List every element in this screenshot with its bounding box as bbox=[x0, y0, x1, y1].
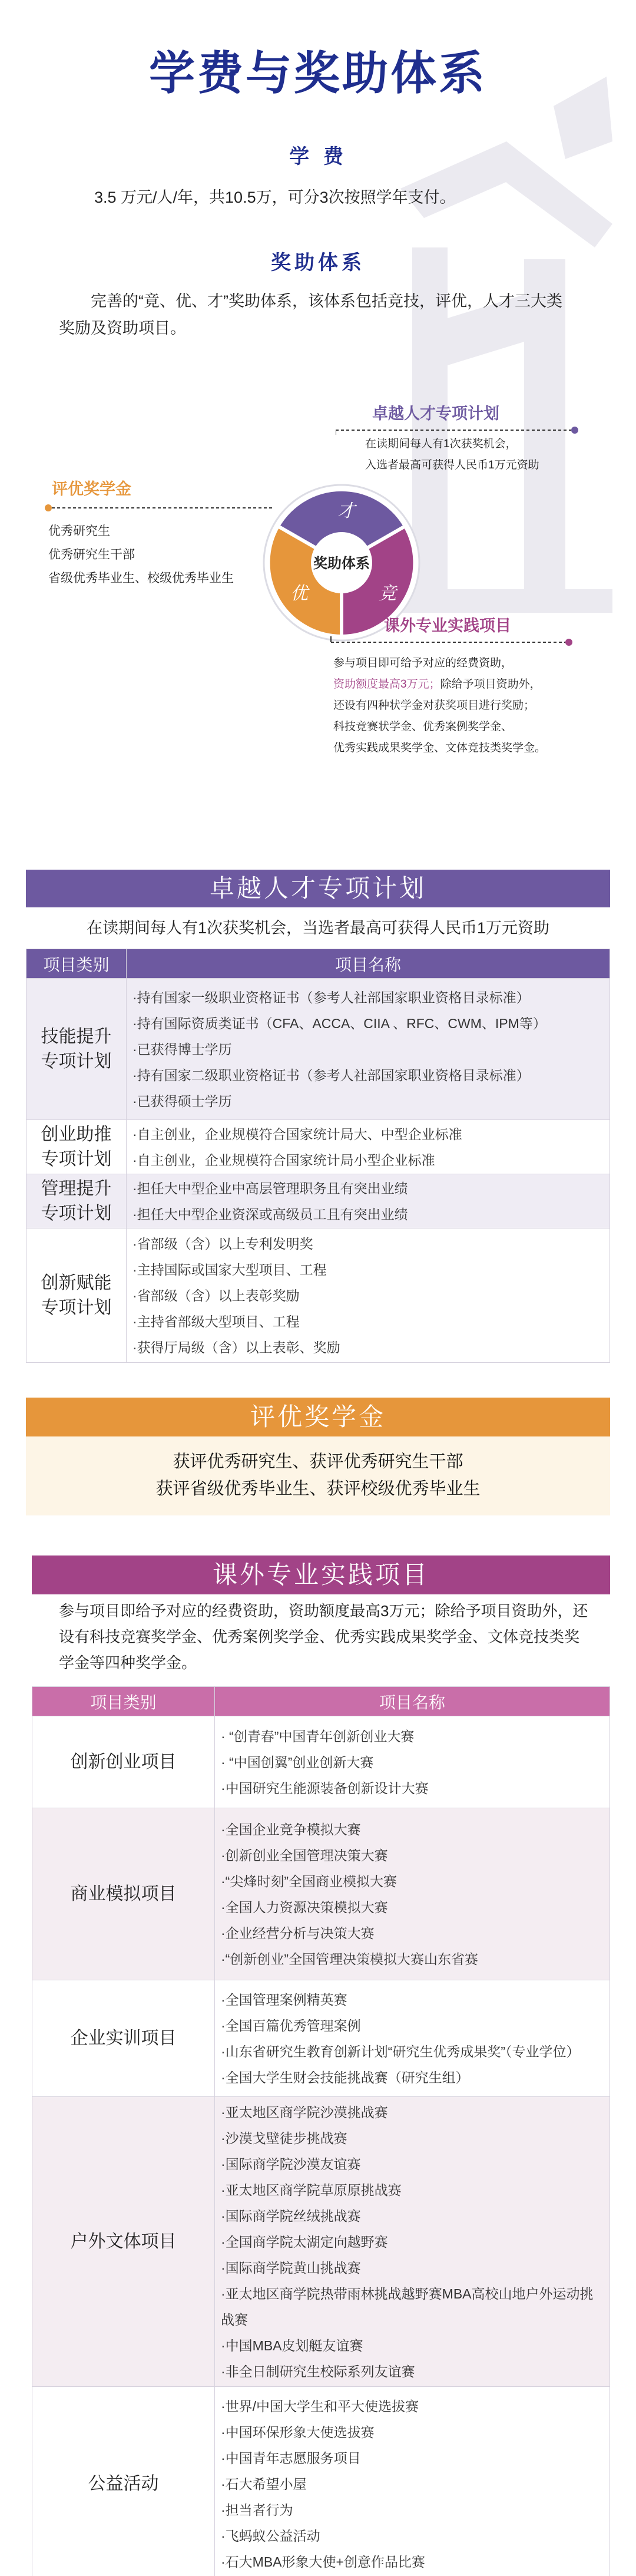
merit-banner: 评优奖学金 bbox=[26, 1398, 610, 1436]
wheel-merit-title: 评优奖学金 bbox=[52, 480, 131, 498]
wheel-center-label: 奖助体系 bbox=[313, 555, 370, 572]
merit-box bbox=[26, 1436, 610, 1515]
practice-col-name: 项目名称 bbox=[215, 1687, 610, 1716]
talent-cat-0: 技能提升 专项计划 bbox=[26, 979, 127, 1120]
practice-table-intro: 参与项目即给予对应的经费资助，资助额度最高3万元；除给予项目资助外，还设有科技竞赛奖学金、优秀案例奖学金、优秀实践成果奖学金、文体竞技类奖学金等四种奖学金。 bbox=[59, 1602, 588, 1672]
system-heading: 奖助体系 bbox=[271, 251, 365, 275]
talent-col-name: 项目名称 bbox=[127, 949, 610, 979]
table-row bbox=[26, 1120, 610, 1174]
wheel-label-you: 优 bbox=[290, 583, 308, 604]
talent-table-intro: 在读期间每人有1次获奖机会，当选者最高可获得人民币1万元资助 bbox=[86, 919, 550, 937]
table-row bbox=[26, 1174, 610, 1228]
talent-items-1: ·自主创业，企业规模符合国家统计局大、中型企业标准 ·自主创业，企业规模符合国家统计局小型企业标准 bbox=[127, 1120, 610, 1174]
merit-line: 获评省级优秀毕业生、获评校级优秀毕业生 bbox=[155, 1479, 481, 1498]
talent-items-2: ·担任大中型企业中高层管理职务且有突出业绩 ·担任大中型企业资深或高级员工且有突出业绩 bbox=[127, 1174, 610, 1228]
wheel-practice-title: 课外专业实践项目 bbox=[384, 617, 511, 635]
practice-items-0: · “创青春”中国青年创新创业大赛 · “中国创翼”创业创新大赛 ·中国研究生能源装备创新设计大赛 bbox=[215, 1716, 610, 1808]
table-row bbox=[32, 2097, 610, 2387]
practice-items-2: ·全国管理案例精英赛 ·全国百篇优秀管理案例 ·山东省研究生教育创新计划“研究生优秀成果奖”（专业学位） ·全国大学生财会技能挑战赛（研究生组） bbox=[215, 1980, 610, 2097]
page-title: 学费与奖助体系 bbox=[148, 47, 487, 100]
wheel-talent-title: 卓越人才专项计划 bbox=[372, 405, 499, 422]
practice-items-4: ·世界/中国大学生和平大使选拔赛 ·中国环保形象大使选拔赛 ·中国青年志愿服务项目 ·石大希望小屋 ·担当者行为 ·飞蚂蚁公益活动 ·石大MBA形象大使+创意作品比赛 bbox=[215, 2387, 610, 2576]
table-row bbox=[26, 1228, 610, 1363]
talent-table-banner: 卓越人才专项计划 bbox=[26, 870, 610, 907]
wheel-label-jing: 竞 bbox=[379, 583, 396, 604]
practice-table bbox=[32, 1686, 610, 2576]
talent-cat-2: 管理提升 专项计划 bbox=[26, 1174, 127, 1228]
practice-cat-1: 商业模拟项目 bbox=[32, 1808, 215, 1980]
table-row bbox=[32, 1808, 610, 1980]
talent-items-3: ·省部级（含）以上专利发明奖 ·主持国际或国家大型项目、工程 ·省部级（含）以上表彰奖励 ·主持省部级大型项目、工程 ·获得厅局级（含）以上表彰、奖励 bbox=[127, 1228, 610, 1363]
talent-cat-3: 创新赋能 专项计划 bbox=[26, 1228, 127, 1363]
practice-table-banner: 课外专业实践项目 bbox=[32, 1555, 610, 1594]
talent-cat-1: 创业助推 专项计划 bbox=[26, 1120, 127, 1174]
talent-table bbox=[26, 949, 610, 1363]
practice-cat-2: 企业实训项目 bbox=[32, 1980, 215, 2097]
system-text: 完善的“竟、优、才”奖助体系，该体系包括竞技，评优，人才三大类奖励及资助项目。 bbox=[59, 292, 562, 337]
table-row bbox=[26, 979, 610, 1120]
practice-cat-0: 创新创业项目 bbox=[32, 1716, 215, 1808]
wheel-label-cai: 才 bbox=[337, 501, 355, 521]
wheel-talent-text: 在读期间每人有1次获奖机会， 入选者最高可获得人民币1万元资助 bbox=[365, 438, 539, 471]
practice-items-3: ·亚太地区商学院沙漠挑战赛 ·沙漠戈壁徒步挑战赛 ·国际商学院沙漠友谊赛 ·亚太地区商学院草原原挑战赛 ·国际商学院丝绒挑战赛 ·全国商学院太湖定向越野赛 ·国际商学院黄山挑战赛 ·亚太地区商学院热带雨林挑战越野赛MBA高校山地户外运动挑战赛 ·中国MBA皮划艇友谊赛 ·非全日制研究生校际系列友谊赛 bbox=[215, 2097, 610, 2387]
practice-connector bbox=[330, 636, 577, 654]
practice-cat-3: 户外文体项目 bbox=[32, 2097, 215, 2387]
merit-line: 获评优秀研究生、获评优秀研究生干部 bbox=[173, 1452, 463, 1471]
wheel-merit-text: 优秀研究生 优秀研究生干部 省级优秀毕业生、校级优秀毕业生 bbox=[48, 524, 234, 585]
wheel-practice-text: 参与项目即可给予对应的经费资助， 资助额度最高3万元；除给予项目资助外， 还设有四种状学金对获奖项目进行奖励； 科技竞赛状学金、优秀案例奖学金、 优秀实践成果奖学金、文体竞技类奖学金。 bbox=[333, 657, 546, 754]
table-row bbox=[32, 2387, 610, 2576]
practice-items-1: ·全国企业竞争模拟大赛 ·创新创业全国管理决策大赛 ·“尖烽时刻”全国商业模拟大赛 ·全国人力资源决策模拟大赛 ·企业经营分析与决策大赛 ·“创新创业”全国管理决策模拟大赛山东省赛 bbox=[215, 1808, 610, 1980]
talent-items-0: ·持有国家一级职业资格证书（参考人社部国家职业资格目录标准） ·持有国际资质类证书（CFA、ACCA、CIIA 、RFC、CWM、IPM等） ·已获得博士学历 ·持有国家二级职业资格证书（参考人社部国家职业资格目录标准） ·已获得硕士学历 bbox=[127, 979, 610, 1120]
tuition-text: 3.5 万元/人/年，共10.5万，可分3次按照学年支付。 bbox=[94, 189, 456, 206]
talent-col-category: 项目类别 bbox=[26, 949, 127, 979]
merit-connector bbox=[42, 502, 278, 514]
practice-cat-4: 公益活动 bbox=[32, 2387, 215, 2576]
tuition-heading: 学 费 bbox=[289, 145, 347, 169]
practice-col-category: 项目类别 bbox=[32, 1687, 215, 1716]
table-row bbox=[32, 1716, 610, 1808]
table-row bbox=[32, 1980, 610, 2097]
